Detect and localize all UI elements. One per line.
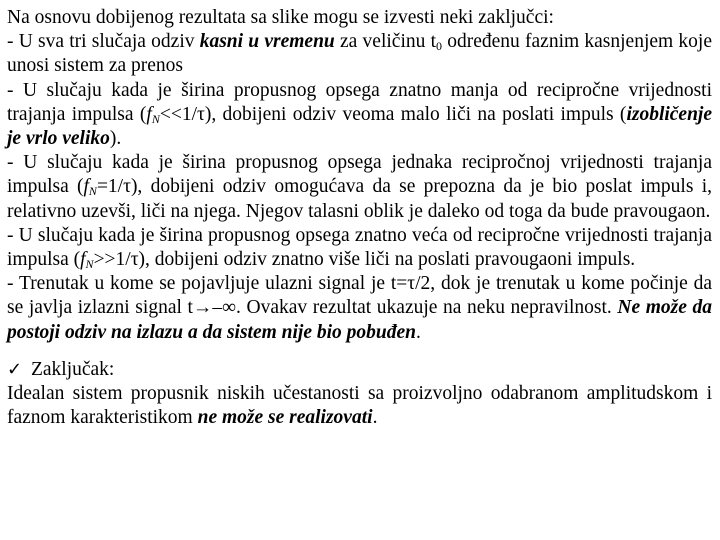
point-3-subscript: N — [88, 184, 97, 199]
point-3 — [7, 151, 712, 224]
conclusion-heading-text: Zaključak: — [26, 358, 115, 380]
conclusion-heading — [7, 358, 712, 382]
conclusion-suffix: . — [372, 407, 378, 429]
point-2-subscript: N — [151, 111, 160, 126]
text-block — [7, 6, 712, 430]
point-3-prefix: - U slučaju kada je širina propusnog opsega jednaka recipročnoj vrijednosti trajanja impulsa ( — [7, 152, 712, 198]
conclusion-prefix: Idealan sistem propusnik niskih učestanosti sa proizvoljno odabranom amplitudskom i faznom karakteristikom — [7, 383, 712, 429]
conclusion-body — [7, 382, 712, 430]
point-4-prefix: - U slučaju kada je širina propusnog opsega znatno veća od recipročne vrijednosti trajanja impulsa ( — [7, 224, 712, 271]
checkmark-icon: ✓ — [7, 358, 23, 380]
point-4-f-symbol: f — [80, 249, 86, 271]
point-3-suffix: =1/τ), dobijeni odziv omogućava da se prepozna da je bio poslat impuls i, relativno uzevši, liči na njega. Njegov talasni oblik je daleko od toga da bude pravougaon. — [7, 176, 712, 222]
point-1 — [7, 30, 712, 78]
point-5 — [7, 272, 712, 345]
point-2 — [7, 79, 712, 152]
point-4 — [7, 224, 712, 272]
point-1-prefix: - U sva tri slučaja odziv — [7, 31, 200, 53]
point-1-subscript: 0 — [436, 39, 443, 54]
point-3-f-symbol: f — [83, 176, 89, 198]
point-2-prefix: - U slučaju kada je širina propusnog opsega znatno manja od recipročne vrijednosti trajanja impulsa ( — [7, 79, 712, 125]
point-4-suffix: >>1/τ), dobijeni odziv znatno više liči na poslati pravougaoni impuls. — [93, 249, 636, 271]
conclusion-emphasis: ne može se realizovati — [197, 407, 373, 429]
point-1-suffix: određenu faznim kasnjenjem koje unosi sistem za prenos — [7, 31, 712, 77]
point-5-text: - Trenutak u kome se pojavljuje ulazni signal je t=τ/2, dok je trenutak u kome počinje da se javlja izlazni signal t→–∞. Ovakav rezultat ukazuje na neku nepravilnost. — [7, 273, 712, 319]
point-2-suffix: ). — [109, 128, 122, 150]
point-4-subscript: N — [85, 257, 94, 272]
point-2-f-symbol: f — [146, 103, 152, 125]
point-1-middle: za veličinu t — [334, 31, 437, 53]
point-2-emphasis: izobličenje je vrlo veliko — [7, 103, 713, 150]
point-1-emphasis: kasni u vremenu — [199, 31, 335, 53]
point-2-condition: <<1/τ), dobijeni odziv veoma malo liči na poslati impuls ( — [159, 103, 627, 125]
intro-paragraph — [7, 6, 712, 30]
point-5-emphasis: Ne može da postoji odziv na izlazu a da sistem nije bio pobuđen — [7, 297, 712, 343]
point-5-suffix: . — [416, 321, 421, 343]
intro-text: Na osnovu dobijenog rezultata sa slike mogu se izvesti neki zaključci: — [7, 7, 554, 28]
